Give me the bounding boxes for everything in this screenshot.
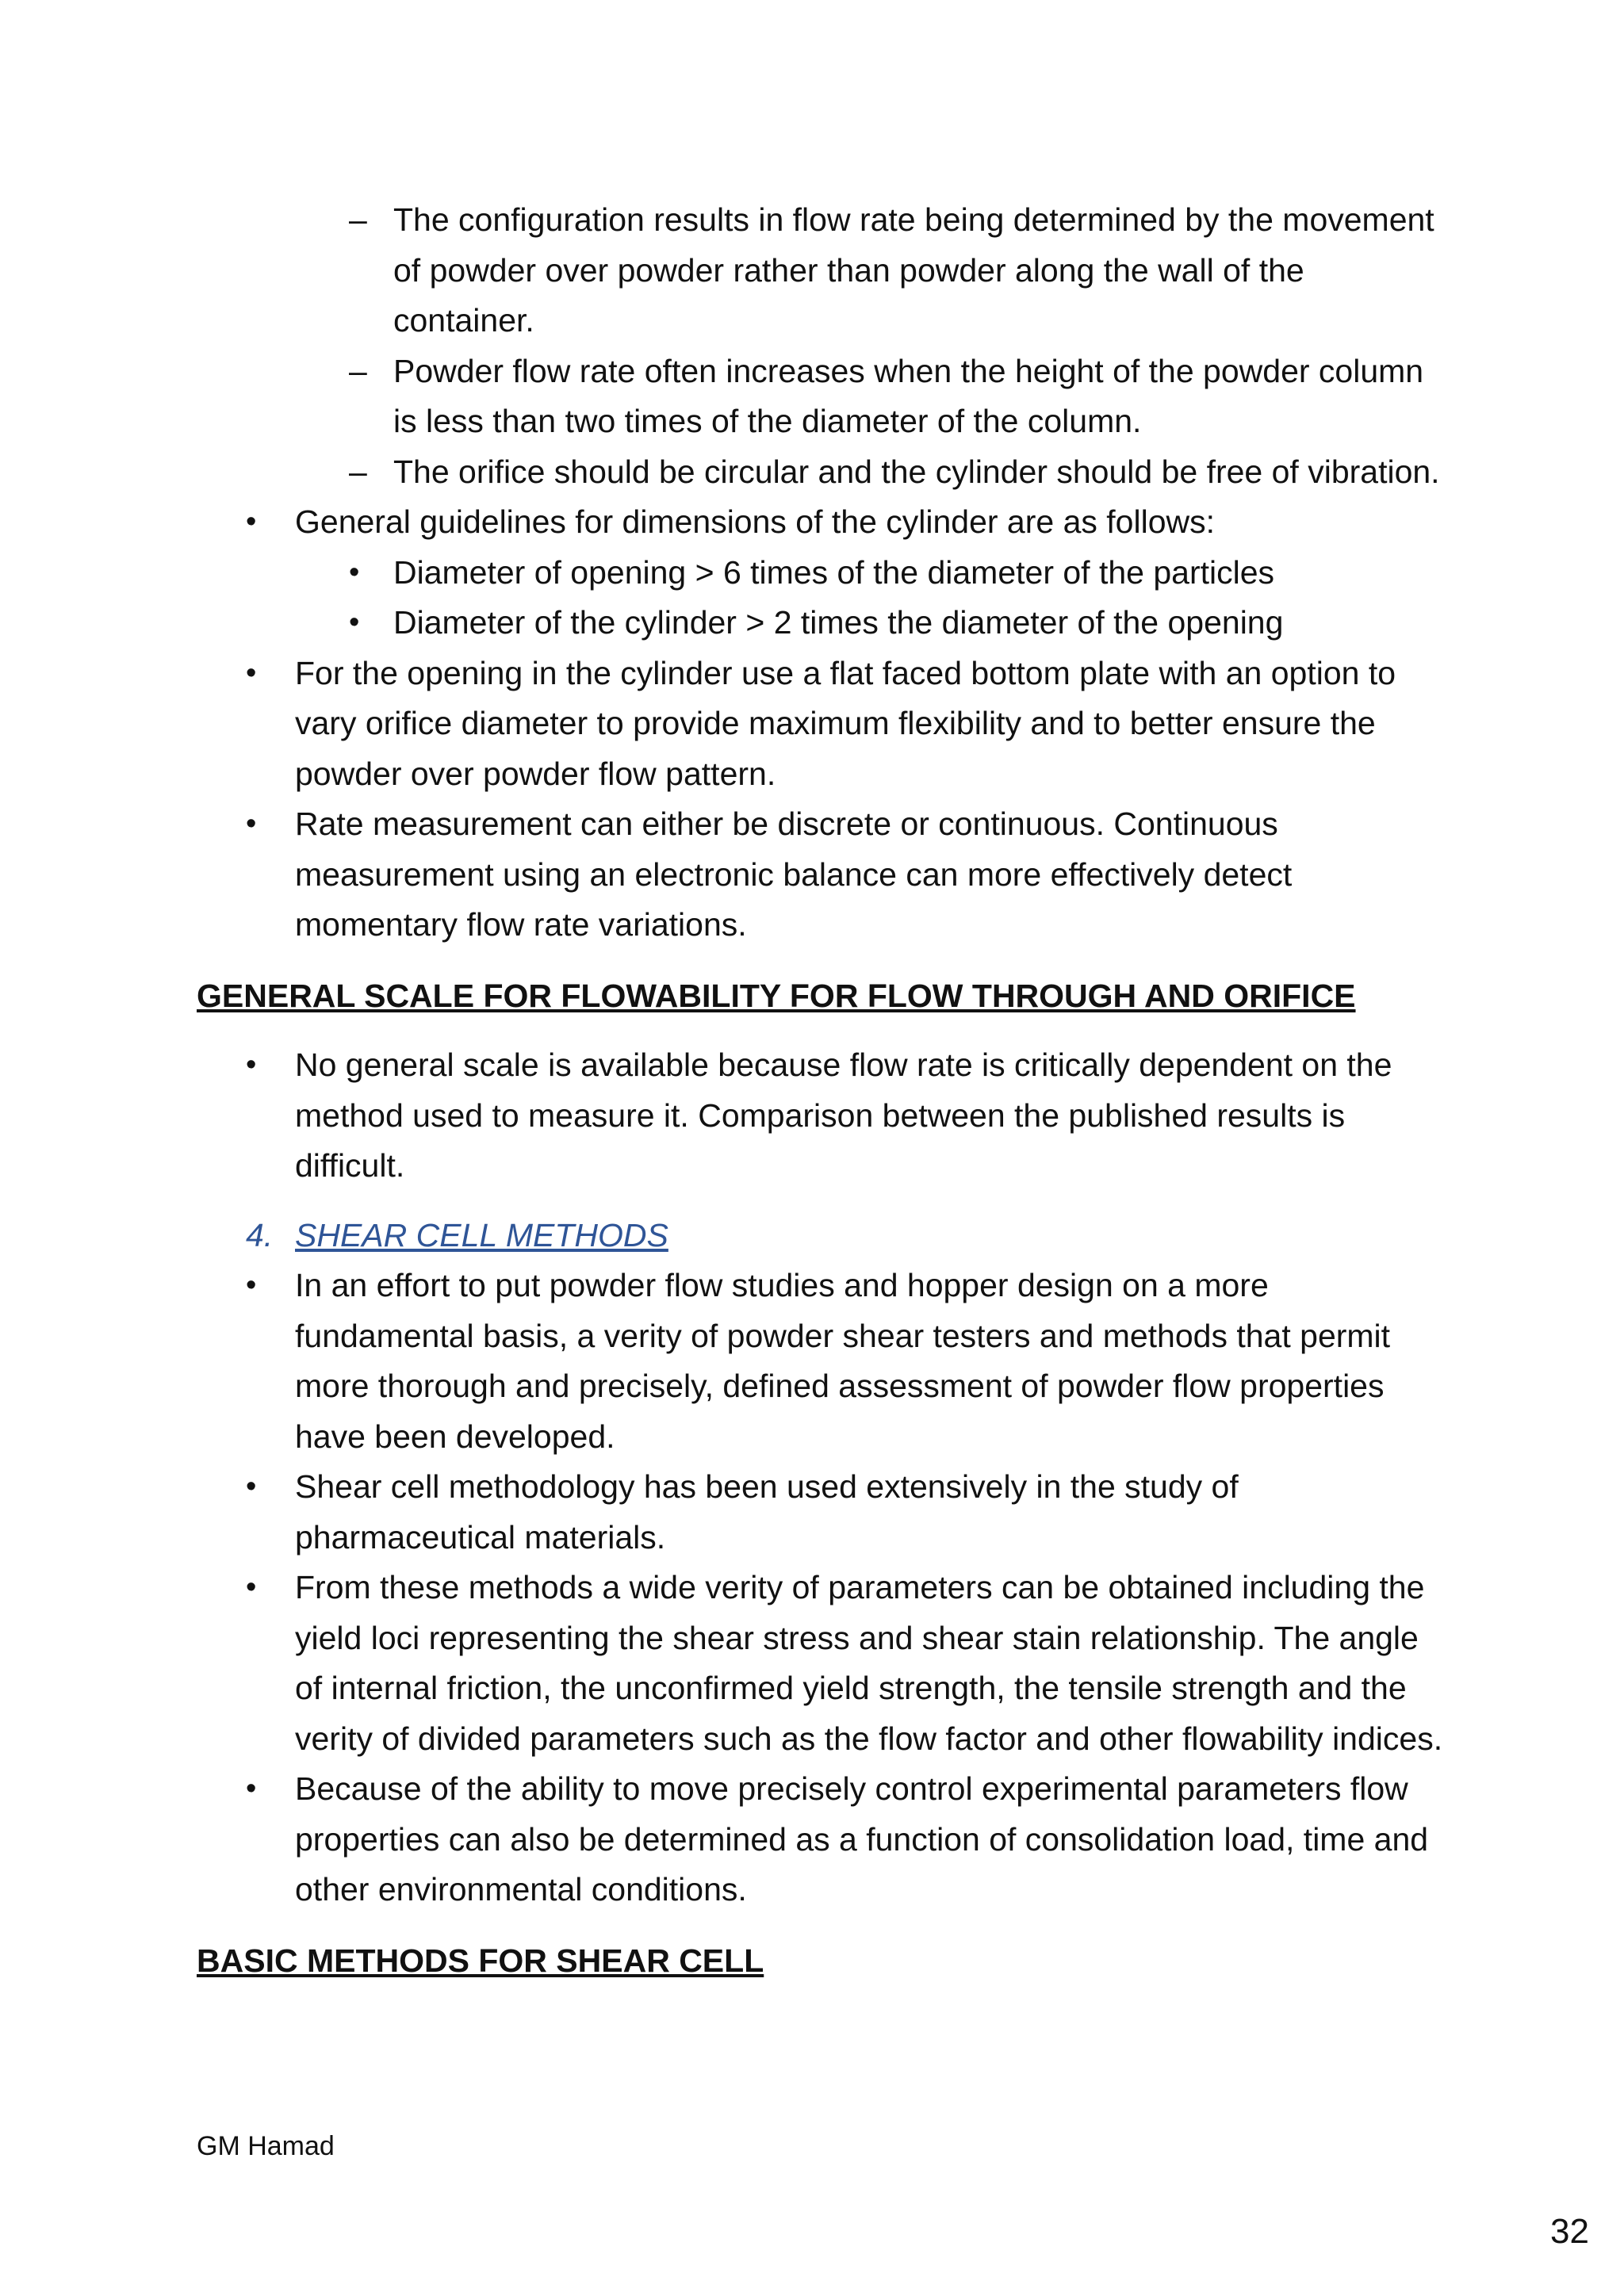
heading-basic-methods: BASIC METHODS FOR SHEAR CELL bbox=[197, 1942, 764, 1979]
bullet-item: • No general scale is available because flow rate is critically dependent on the method used to measure it. Comparison between the published results is difficult. bbox=[197, 1040, 1450, 1192]
intro-dash-list bbox=[197, 195, 1450, 497]
bullet-text: General guidelines for dimensions of the cylinder are as follows: bbox=[295, 503, 1215, 540]
bullet-item-opening: • For the opening in the cylinder use a flat faced bottom plate with an option to vary orifice diameter to provide maximum flexibility and to better ensure the powder over powder flow pattern. bbox=[197, 649, 1450, 800]
guideline-dash-list bbox=[295, 548, 1450, 649]
guidelines-bullet-list bbox=[197, 497, 1450, 951]
dash-item: • Diameter of the cylinder > 2 times the diameter of the opening bbox=[295, 598, 1450, 649]
dash-item: – Powder flow rate often increases when the height of the powder column is less than two times of the diameter of the column. bbox=[197, 346, 1450, 447]
heading-general-scale: GENERAL SCALE FOR FLOWABILITY FOR FLOW THROUGH AND ORIFICE bbox=[197, 977, 1356, 1014]
general-scale-bullet-list bbox=[197, 1040, 1450, 1192]
section-number: 4. bbox=[246, 1216, 274, 1253]
dash-item: • Diameter of opening > 6 times of the diameter of the particles bbox=[295, 548, 1450, 599]
dash-item: – The orifice should be circular and the cylinder should be free of vibration. bbox=[197, 447, 1450, 498]
bullet-item: • Shear cell methodology has been used extensively in the study of pharmaceutical materials. bbox=[197, 1462, 1450, 1563]
bullet-item-rate: • Rate measurement can either be discrete or continuous. Continuous measurement using an electronic balance can more effectively detect momentary flow rate variations. bbox=[197, 799, 1450, 951]
bullet-item: • Because of the ability to move precisely control experimental parameters flow properties can also be determined as a function of consolidation load, time and other environmental conditions. bbox=[197, 1764, 1450, 1915]
page-content bbox=[197, 195, 1450, 2005]
dash-item: – The configuration results in flow rate being determined by the movement of powder over powder rather than powder along the wall of the container. bbox=[197, 195, 1450, 346]
heading-shear-cell-methods bbox=[197, 1211, 1450, 1261]
bullet-item: • From these methods a wide verity of parameters can be obtained including the yield loci representing the shear stress and shear stain relationship. The angle of internal friction, the unconfirmed yield strength, the tensile strength and the verity of divided parameters such as the flow factor and other flowability indices. bbox=[197, 1563, 1450, 1764]
page-number: 32 bbox=[1550, 2212, 1589, 2251]
footer-author: GM Hamad bbox=[197, 2131, 335, 2161]
shear-cell-bullet-list bbox=[197, 1261, 1450, 1915]
bullet-item-guidelines bbox=[197, 497, 1450, 649]
bullet-item: • In an effort to put powder flow studies and hopper design on a more fundamental basis, a verity of powder shear testers and methods that permit more thorough and precisely, defined assessment of powder flow properties have been developed. bbox=[197, 1261, 1450, 1462]
section-title: SHEAR CELL METHODS bbox=[295, 1216, 668, 1253]
